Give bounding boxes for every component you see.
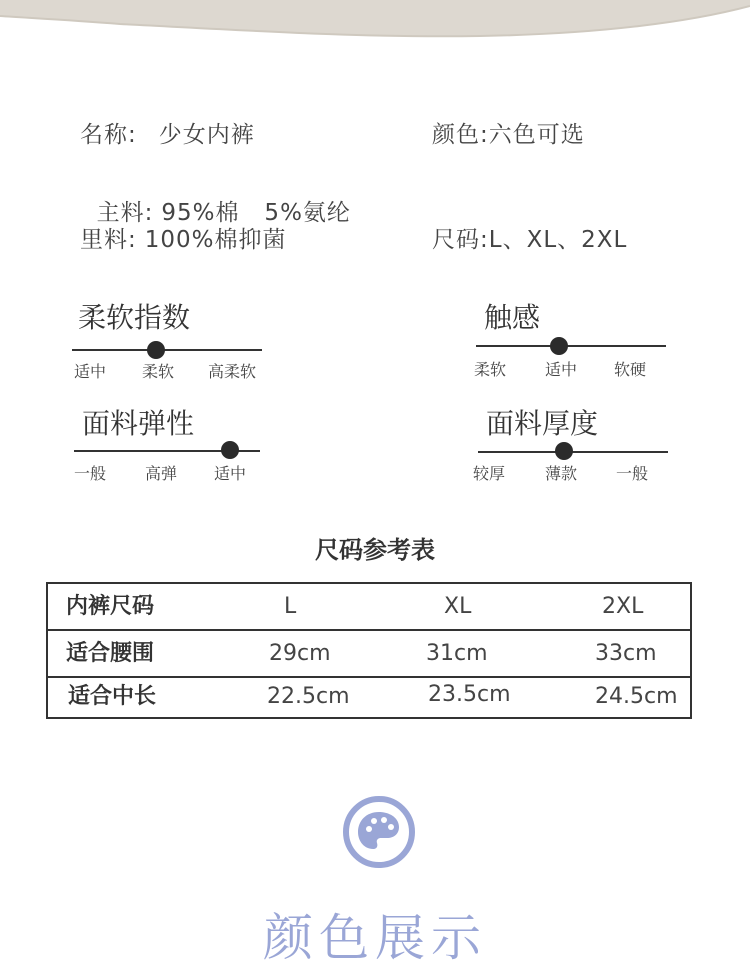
- main-material-value: 95%棉 5%氨纶: [161, 200, 351, 226]
- softness-label-2: 柔软: [142, 362, 175, 381]
- row-header-size: 内裤尺码: [66, 594, 155, 619]
- table-cell: L: [284, 594, 297, 619]
- product-color: [432, 116, 585, 149]
- elasticity-scale-title: 面料弹性: [82, 407, 195, 440]
- lining-label: 里料:: [80, 227, 137, 253]
- thickness-scale-marker: [555, 442, 573, 460]
- table-row: [48, 631, 690, 678]
- softness-label-3: 高柔软: [208, 362, 257, 381]
- touch-scale-marker: [550, 337, 568, 355]
- name-value: 少女内裤: [158, 122, 255, 148]
- touch-label-2: 适中: [545, 360, 578, 379]
- row-header-waist: 适合腰围: [66, 641, 155, 666]
- softness-scale-title: 柔软指数: [78, 301, 191, 334]
- table-cell: XL: [444, 594, 472, 619]
- thickness-label-1: 较厚: [473, 464, 506, 483]
- size-table-title: 尺码参考表: [315, 536, 435, 564]
- fabric-texture-edge: [0, 0, 750, 40]
- touch-label-1: 柔软: [474, 360, 507, 379]
- elasticity-label-1: 一般: [74, 464, 107, 483]
- color-display-heading: 颜色展示: [263, 909, 487, 967]
- row-header-rise: 适合中长: [68, 684, 157, 709]
- color-value: 六色可选: [488, 122, 585, 148]
- softness-label-1: 适中: [74, 362, 107, 381]
- elasticity-label-2: 高弹: [145, 464, 178, 483]
- main-material: [80, 168, 351, 227]
- elasticity-label-3: 适中: [214, 464, 247, 483]
- table-cell: 33cm: [595, 641, 657, 666]
- color-label: 颜色:: [432, 122, 489, 148]
- touch-label-3: 软硬: [614, 360, 647, 379]
- product-name: [80, 116, 255, 149]
- size-table: [46, 582, 692, 719]
- thickness-scale-title: 面料厚度: [486, 407, 599, 440]
- table-cell: 22.5cm: [267, 684, 350, 709]
- softness-scale-line: [72, 349, 262, 351]
- touch-scale-line: [476, 345, 666, 347]
- palette-icon: [343, 796, 415, 868]
- size-value: L、XL、2XL: [488, 227, 628, 253]
- main-material-label: 主料:: [96, 200, 154, 226]
- touch-scale-title: 触感: [484, 301, 541, 334]
- thickness-label-3: 一般: [616, 464, 649, 483]
- name-label: 名称:: [80, 122, 137, 148]
- table-cell: 24.5cm: [595, 684, 678, 709]
- lining-material: [80, 221, 287, 254]
- table-row: [48, 584, 690, 631]
- table-cell: 2XL: [602, 594, 644, 619]
- size-label: 尺码:: [432, 227, 489, 253]
- table-row: [48, 678, 690, 718]
- thickness-scale-line: [478, 451, 668, 453]
- table-cell: 23.5cm: [428, 682, 511, 707]
- lining-value: 100%棉抑菌: [144, 227, 287, 253]
- table-cell: 29cm: [269, 641, 331, 666]
- thickness-label-2: 薄款: [545, 464, 578, 483]
- elasticity-scale-marker: [221, 441, 239, 459]
- product-size: [432, 221, 627, 254]
- softness-scale-marker: [147, 341, 165, 359]
- table-cell: 31cm: [426, 641, 488, 666]
